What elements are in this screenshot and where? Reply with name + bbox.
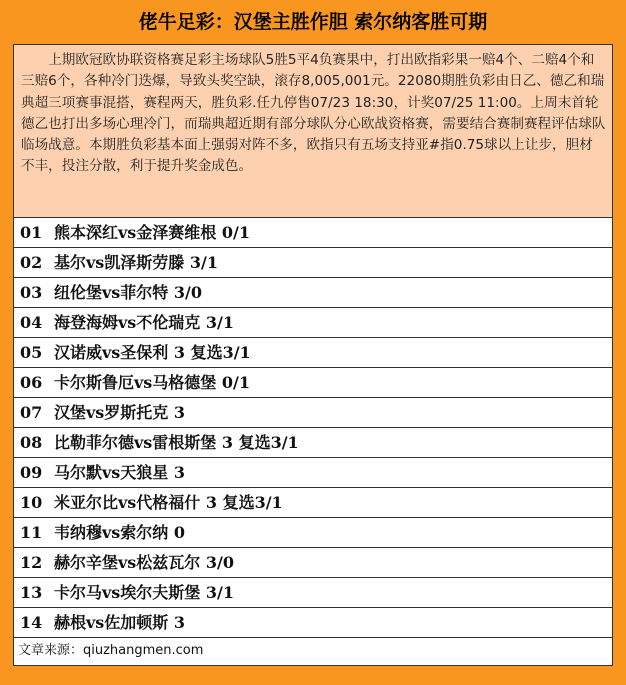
match-row [14,608,612,638]
match-number: 06 [20,373,43,392]
match-text: 马尔默vs天狼星 3 [54,463,186,482]
match-number: 13 [20,583,43,602]
match-row [14,488,612,518]
match-text: 韦纳穆vs索尔纳 0 [54,523,186,542]
match-text: 基尔vs凯泽斯劳滕 3/1 [54,253,218,272]
match-row [14,338,612,368]
match-number: 09 [20,463,43,482]
match-row [14,308,612,338]
match-text: 卡尔马vs埃尔夫斯堡 3/1 [54,583,234,602]
match-text: 纽伦堡vs菲尔特 3/0 [54,283,202,302]
match-text: 赫尔辛堡vs松兹瓦尔 3/0 [54,553,234,572]
match-number: 11 [20,523,43,542]
match-row [14,458,612,488]
match-row [14,368,612,398]
match-number: 10 [20,493,43,512]
match-text: 卡尔斯鲁厄vs马格德堡 0/1 [54,373,250,392]
match-number: 04 [20,313,43,332]
match-number: 08 [20,433,43,452]
match-row [14,518,612,548]
match-row [14,248,612,278]
match-list [13,218,613,666]
match-number: 01 [20,223,43,242]
match-number: 02 [20,253,43,272]
article-title: 佬牛足彩：汉堡主胜作胆 索尔纳客胜可期 [138,11,488,33]
match-number: 12 [20,553,43,572]
match-row [14,398,612,428]
match-row [14,548,612,578]
match-text: 汉堡vs罗斯托克 3 [54,403,186,422]
match-number: 07 [20,403,43,422]
intro-paragraph: 上期欧冠欧协联资格赛足彩主场球队5胜5平4负赛果中，打出欧指彩果一赔4个、二赔4个和三赔6个，各种冷门迭爆，导致头奖空缺，滚存8,005,001元。22080期胜负彩由日乙、德乙和瑞典超三项赛事混搭，赛程两天，胜负彩.任九停售07/23 18:30，计奖07/25 11:00。上周末首轮德乙也打出多场心理冷门，而瑞典超近期有部分球队分心欧战资格赛，需要结合赛制赛程评估球队临场战意。本期胜负彩基本面上强弱对阵不多，欧指只有五场支持亚#指0.75球以上让步，胆材不丰，投注分散，利于提升奖金成色。 [13,44,613,218]
match-text: 汉诺威vs圣保利 3 复选3/1 [54,343,251,362]
match-text: 海登海姆vs不伦瑞克 3/1 [54,313,234,332]
article-source: 文章来源：qiuzhangmen.com [14,638,612,666]
match-text: 熊本深红vs金泽赛维根 0/1 [54,223,250,242]
match-number: 05 [20,343,43,362]
match-text: 赫根vs佐加顿斯 3 [54,613,186,632]
match-number: 03 [20,283,43,302]
match-row [14,578,612,608]
match-row [14,428,612,458]
match-number: 14 [20,613,43,632]
match-row [14,218,612,248]
match-text: 比勒菲尔德vs雷根斯堡 3 复选3/1 [54,433,299,452]
match-row [14,278,612,308]
match-text: 米亚尔比vs代格福什 3 复选3/1 [54,493,283,512]
